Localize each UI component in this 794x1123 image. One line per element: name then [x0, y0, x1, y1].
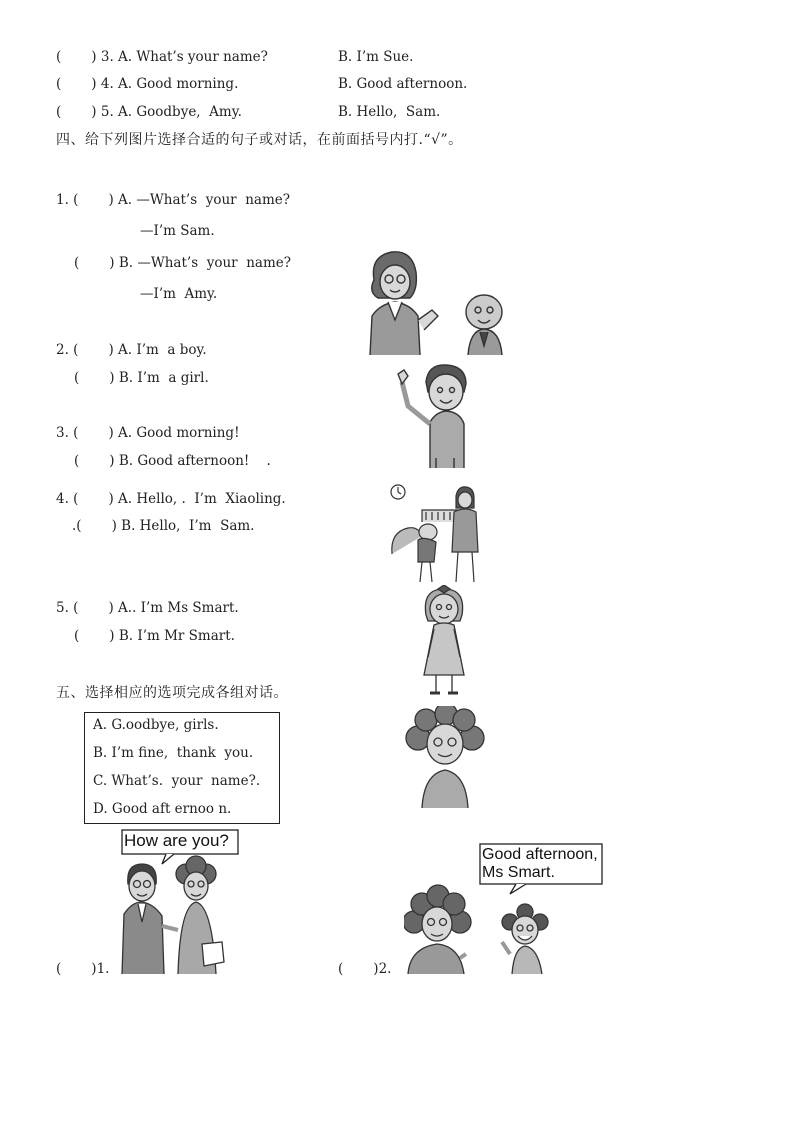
q4-option-a: 4. ( ) A. Hello, . I’m Xiaoling. — [56, 491, 286, 507]
school-greeting-illustration — [388, 482, 480, 584]
q3-option-a: 3. ( ) A. Good morning! — [56, 425, 240, 441]
item-3-option-b: B. I’m Sue. — [338, 49, 414, 65]
waving-boy-illustration — [394, 362, 476, 468]
options-box — [84, 712, 280, 824]
q1-option-a-line2: —I’m Sam. — [140, 223, 215, 239]
q4-option-b: .( ) B. Hello, I’m Sam. — [72, 518, 255, 534]
girl-standing-illustration — [416, 585, 472, 701]
item-4-question: ( ) 4. A. Good morning. — [56, 76, 239, 92]
good-afternoon-illustration — [404, 842, 606, 974]
option-d: D. Good aft ernoo n. — [93, 801, 232, 817]
answer-1-label: ( )1. — [56, 961, 110, 977]
handshake-illustration — [112, 826, 242, 974]
answer-2-label: ( )2. — [338, 961, 392, 977]
bubble-how-are-you: How are you? — [124, 831, 229, 850]
ms-smart-illustration — [402, 706, 488, 808]
item-5-question: ( ) 5. A. Goodbye, Amy. — [56, 104, 242, 120]
q3-option-b: ( ) B. Good afternoon! . — [74, 453, 271, 469]
option-c: C. What’s. your name?. — [93, 773, 261, 789]
section-5-heading: 五、选择相应的选项完成各组对话。 — [56, 685, 288, 701]
q1-option-b-line1: ( ) B. —What’s your name? — [74, 255, 291, 271]
section-4-heading: 四、给下列图片选择合适的句子或对话，在前面括号内打.“√”。 — [56, 132, 463, 148]
q5-option-a: 5. ( ) A.. I’m Ms Smart. — [56, 600, 239, 616]
option-b: B. I’m fine, thank you. — [93, 745, 254, 761]
q2-option-a: 2. ( ) A. I’m a boy. — [56, 342, 207, 358]
q1-option-b-line2: —I’m Amy. — [140, 286, 218, 302]
q5-option-b: ( ) B. I’m Mr Smart. — [74, 628, 235, 644]
item-5-option-b: B. Hello, Sam. — [338, 104, 441, 120]
teacher-and-boy-illustration — [360, 250, 522, 355]
bubble-good-afternoon-line1: Good afternoon, — [482, 846, 598, 863]
option-a: A. G.oodbye, girls. — [93, 717, 219, 733]
q1-option-a-line1: 1. ( ) A. —What’s your name? — [56, 192, 290, 208]
item-4-option-b: B. Good afternoon. — [338, 76, 468, 92]
item-3-question: ( ) 3. A. What’s your name? — [56, 49, 268, 65]
bubble-good-afternoon-line2: Ms Smart. — [482, 864, 555, 881]
q2-option-b: ( ) B. I’m a girl. — [74, 370, 209, 386]
